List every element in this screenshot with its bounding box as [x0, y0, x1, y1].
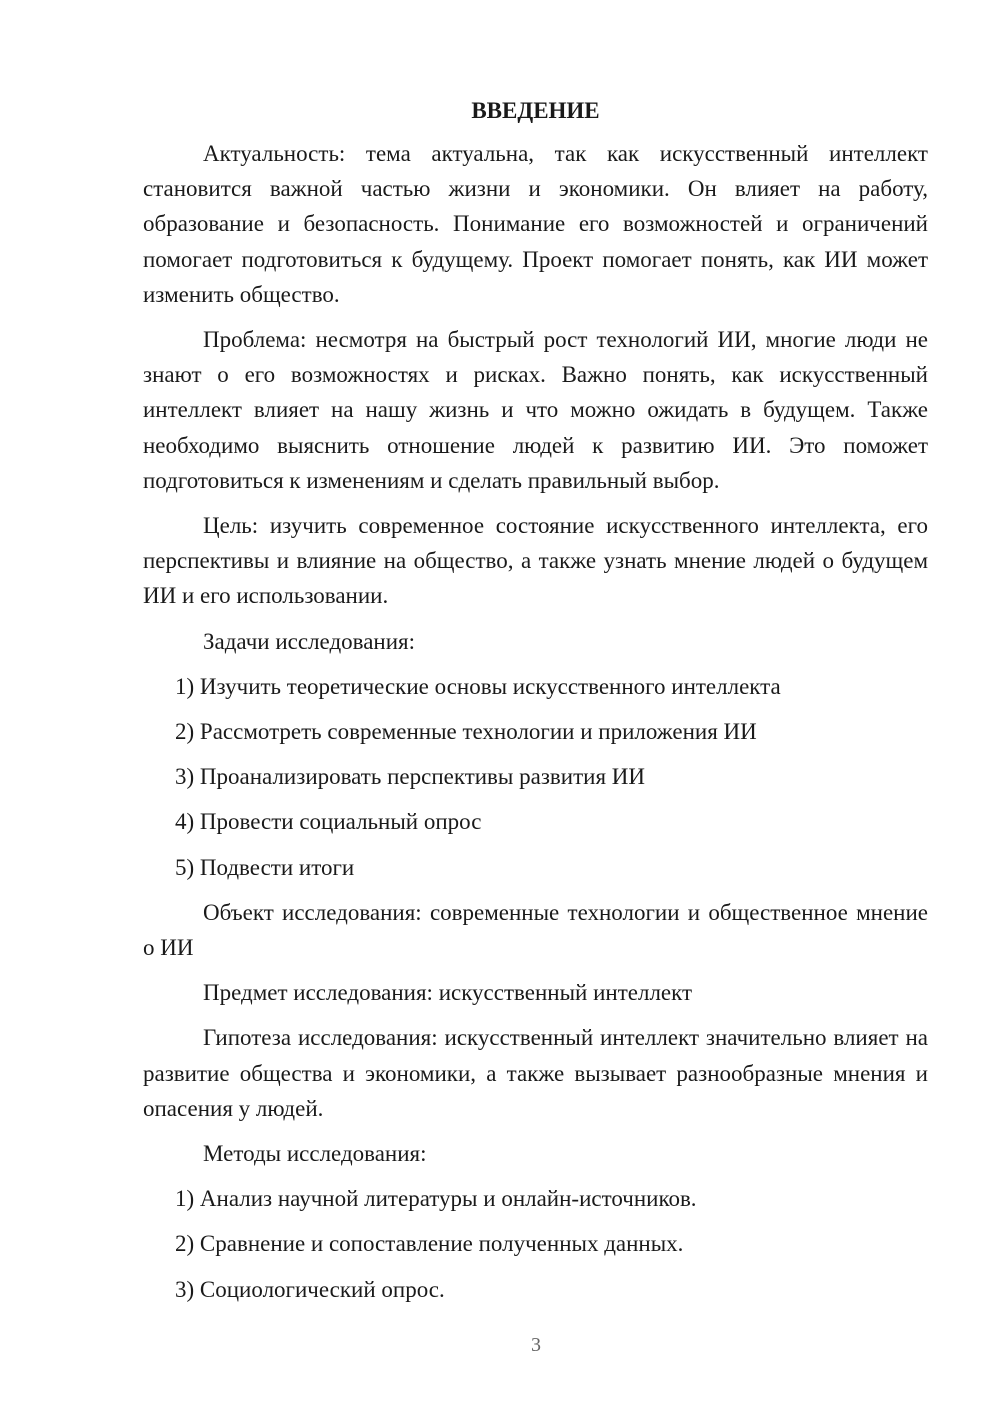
task-item: 2) Рассмотреть современные технологии и приложения ИИ [175, 719, 757, 745]
page-number: 3 [531, 1334, 541, 1356]
task-item: 5) Подвести итоги [175, 854, 355, 880]
relevance-paragraph: Актуальность: тема актуальна, так как искусственный интеллект становится важной частью жизни и экономики. Он влияет на работу, образование и безопасность. Понимание его возможностей и ограничений помогает подготовиться к будущему. Проект помогает понять, как ИИ может изменить общество. [143, 141, 928, 307]
method-item: 2) Сравнение и сопоставление полученных данных. [175, 1231, 684, 1257]
methods-label: Методы исследования: [203, 1141, 427, 1167]
task-item: 1) Изучить теоретические основы искусственного интеллекта [175, 673, 781, 699]
task-item: 3) Проанализировать перспективы развития ИИ [175, 764, 645, 790]
page-content [143, 96, 928, 1317]
subject-paragraph: Предмет исследования: искусственный интеллект [203, 980, 693, 1006]
method-item: 3) Социологический опрос. [175, 1276, 445, 1302]
tasks-label: Задачи исследования: [203, 628, 416, 654]
hypothesis-paragraph: Гипотеза исследования: искусственный интеллект значительно влияет на развитие общества и экономики, а также вызывает разнообразные мнения и опасения у людей. [143, 1025, 928, 1121]
object-paragraph: Объект исследования: современные технологии и общественное мнение о ИИ [143, 899, 928, 961]
section-heading: ВВЕДЕНИЕ [471, 98, 600, 123]
problem-paragraph: Проблема: несмотря на быстрый рост технологий ИИ, многие люди не знают о его возможностях и рисках. Важно понять, как искусственный интеллект влияет на нашу жизнь и что можно ожидать в будущем. Также необходимо выяснить отношение людей к развитию ИИ. Это поможет подготовиться к изменениям и сделать правильный выбор. [143, 327, 928, 493]
goal-paragraph: Цель: изучить современное состояние искусственного интеллекта, его перспективы и влияние на общество, а также узнать мнение людей о будущем ИИ и его использовании. [143, 513, 928, 609]
method-item: 1) Анализ научной литературы и онлайн-источников. [175, 1186, 697, 1212]
task-item: 4) Провести социальный опрос [175, 809, 482, 835]
